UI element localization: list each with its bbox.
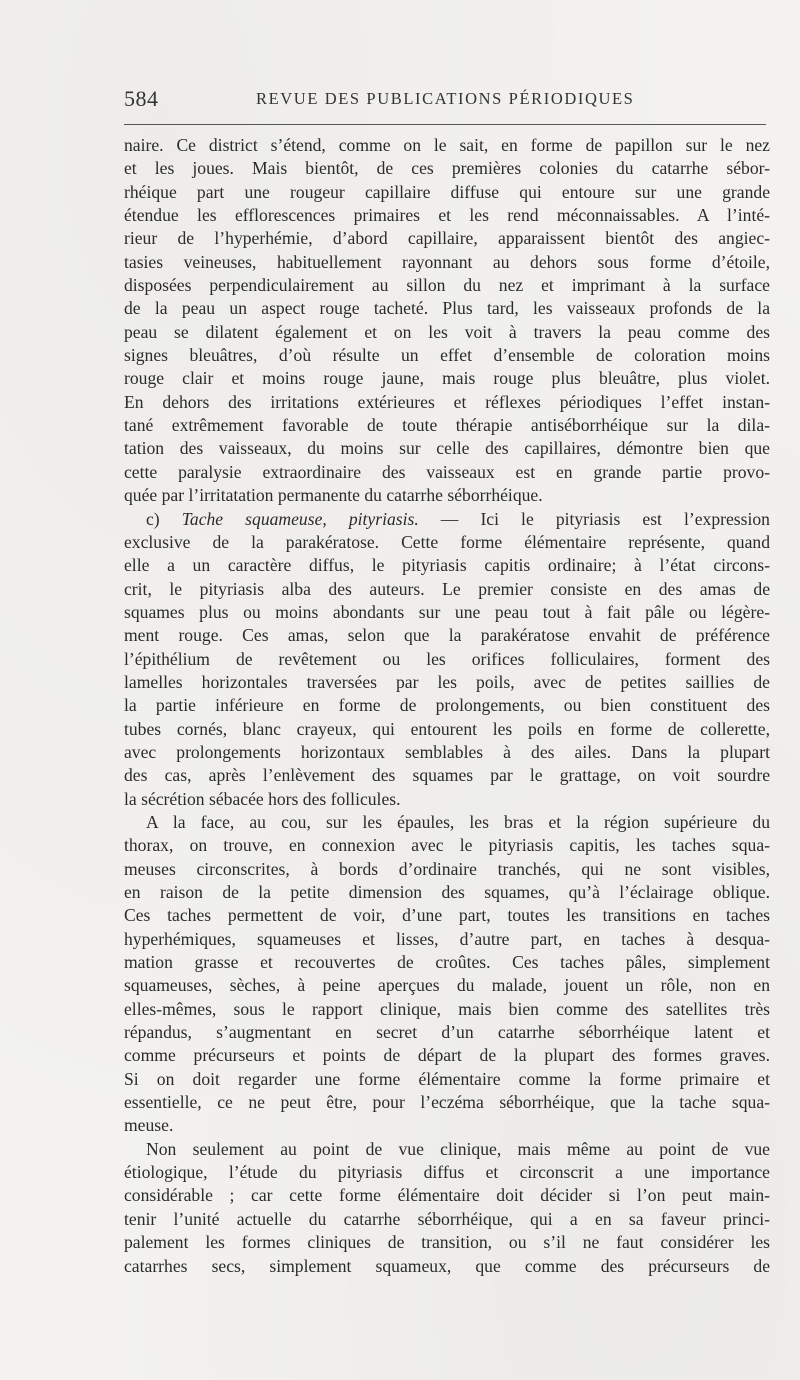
text-line: répandus, s’augmentant en secret d’un catarrhe séborrhéique latent et: [124, 1022, 770, 1043]
text-line: meuses circonscrites, à bords d’ordinaire tranchés, qui ne sont visibles,: [124, 858, 770, 879]
text-line: tubes cornés, blanc crayeux, qui entourent les poils en forme de collerette,: [124, 718, 770, 739]
page-number: 584: [124, 86, 159, 111]
text-line: rhéique part une rougeur capillaire diffuse qui entoure sur une grande: [124, 181, 770, 202]
text-line: tation des vaisseaux, du moins sur celle des capillaires, démontre bien que: [124, 438, 770, 459]
text-line: crit, le pityriasis alba des auteurs. Le premier consiste en des amas de: [124, 578, 770, 599]
text-line: catarrhes secs, simplement squameux, que comme des précurseurs de: [124, 1255, 770, 1276]
page-header: [124, 86, 764, 116]
text-line: comme précurseurs et points de départ de la plupart des formes graves.: [124, 1045, 770, 1066]
text-line: disposées perpendiculairement au sillon du nez et imprimant à la surface: [124, 275, 770, 296]
text-line: tasies veineuses, habituellement rayonnant au dehors sous forme d’étoile,: [124, 251, 770, 272]
section-first-line-rest: — Ici le pityriasis est l’expression: [418, 508, 770, 529]
text-line: et les joues. Mais bientôt, de ces premières colonies du catarrhe sébor-: [124, 158, 770, 179]
text-line: tenir l’unité actuelle du catarrhe séborrhéique, qui a en sa faveur princi-: [124, 1208, 770, 1229]
section-heading-line: [124, 508, 770, 531]
text-line: rieur de l’hyperhémie, d’abord capillaire, apparaissent bientôt des angiec-: [124, 228, 770, 249]
text-line: A la face, au cou, sur les épaules, les bras et la région supérieure du: [146, 811, 770, 832]
text-line: elle a un caractère diffus, le pityriasis capitis ordinaire; à l’état circons-: [124, 555, 770, 576]
text-line: En dehors des irritations extérieures et réflexes périodiques l’effet instan-: [124, 391, 770, 412]
text-line: tané extrêmement favorable de toute thérapie antiséborrhéique sur la dila-: [124, 415, 770, 436]
section-title: Tache squameuse, pityriasis.: [181, 508, 419, 529]
text-line: cette paralysie extraordinaire des vaisseaux est en grande partie provo-: [124, 461, 770, 482]
text-line: squames plus ou moins abondants sur une peau tout à fait pâle ou légère-: [124, 601, 770, 622]
text-line: la sécrétion sébacée hors des follicules.: [124, 788, 401, 809]
text-line: la partie inférieure en forme de prolongements, ou bien constituent des: [124, 695, 770, 716]
text-line: rouge clair et moins rouge jaune, mais rouge plus bleuâtre, plus violet.: [124, 368, 770, 389]
text-line: avec prolongements horizontaux semblables à des ailes. Dans la plupart: [124, 741, 770, 762]
section-prefix: c): [146, 508, 182, 529]
text-line: lamelles horizontales traversées par les poils, avec de petites saillies de: [124, 671, 770, 692]
text-line: naire. Ce district s’étend, comme on le sait, en forme de papillon sur le nez: [124, 135, 770, 155]
text-line: Ces taches permettent de voir, d’une part, toutes les transitions en taches: [124, 905, 770, 926]
text-line: de la peau un aspect rouge tacheté. Plus tard, les vaisseaux profonds de la: [124, 298, 770, 319]
body-text: [124, 134, 770, 1278]
text-line: meuse.: [124, 1115, 174, 1136]
text-line: l’épithélium de revêtement ou les orifices folliculaires, forment des: [124, 648, 770, 669]
text-line: Non seulement au point de vue clinique, mais même au point de vue: [146, 1138, 770, 1159]
text-line: squameuses, sèches, à peine aperçues du malade, jouent un rôle, non en: [124, 975, 770, 996]
text-line: palement les formes cliniques de transition, ou s’il ne faut considérer les: [124, 1232, 770, 1253]
text-line: signes bleuâtres, d’où résulte un effet d’ensemble de coloration moins: [124, 345, 770, 366]
text-line: elles-mêmes, sous le rapport clinique, mais bien comme des satellites très: [124, 998, 770, 1019]
text-line: hyperhémiques, squameuses et lisses, d’autre part, en taches à desqua-: [124, 928, 770, 949]
text-line: essentielle, ce ne peut être, pour l’eczéma séborrhéique, que la tache squa-: [124, 1092, 770, 1113]
text-line: mation grasse et recouvertes de croûtes. Ces taches pâles, simplement: [124, 952, 770, 973]
text-line: considérable ; car cette forme élémentaire doit décider si l’on peut main-: [124, 1185, 770, 1206]
text-line: thorax, on trouve, en connexion avec le pityriasis capitis, les taches squa-: [124, 835, 770, 856]
text-line: ment rouge. Ces amas, selon que la parakératose envahit de préférence: [124, 625, 770, 646]
text-line: peau se dilatent également et on les voit à travers la peau comme des: [124, 321, 770, 342]
text-line: quée par l’irritatation permanente du catarrhe séborrhéique.: [124, 485, 543, 506]
text-line: étendue les efflorescences primaires et les rend méconnaissables. A l’inté-: [124, 205, 770, 226]
text-line: des cas, après l’enlèvement des squames par le grattage, on voit sourdre: [124, 765, 770, 786]
text-line: exclusive de la parakératose. Cette forme élémentaire représente, quand: [124, 531, 770, 552]
text-line: en raison de la petite dimension des squames, qu’à l’éclairage oblique.: [124, 882, 770, 902]
running-title: REVUE DES PUBLICATIONS PÉRIODIQUES: [256, 89, 635, 108]
text-line: étiologique, l’étude du pityriasis diffus et circonscrit a une importance: [124, 1162, 770, 1183]
header-rule: [124, 124, 766, 125]
text-line: Si on doit regarder une forme élémentaire comme la forme primaire et: [124, 1068, 770, 1089]
